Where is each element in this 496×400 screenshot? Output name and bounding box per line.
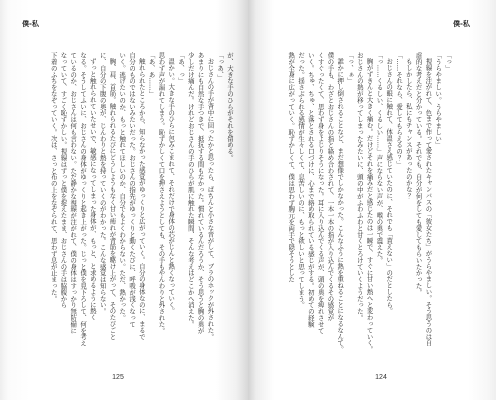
text-column: 「っ」	[444, 52, 452, 72]
text-column: 「っあ、」	[216, 52, 225, 81]
text-column: 「あ、っ」	[177, 52, 186, 84]
text-column: 温かい。大きな手のひらに包みこまれて、それだけで身体の芯がじんと熱くなっていく。	[167, 58, 176, 315]
text-column: に、自分の下腹の奥が、じんわりと熱を持っていくのがわかった。こんな感覚は知らない。	[98, 52, 107, 315]
text-column: 「……それなら、愛してもらえるの？」	[395, 52, 404, 168]
text-column: だった。揺さぶられる感情が生々しくて、息苦しいのに、もっと欲しいと思ってしまう。	[297, 52, 306, 308]
text-column: 触れられたところから、知らなかった感覚がゆっくりと広がっていく。自分の身体なのに、まるで	[137, 58, 146, 340]
running-header: 僕-私	[22, 19, 39, 28]
text-column: 「っ、ぁ」	[346, 52, 355, 84]
text-column: おじさんの熱が移ってしまったみたいに、頭の中がふわふわと甘くとろけていくようだった。	[355, 52, 364, 321]
text-column: 思わず声が漏れてしまう。恥ずかしくて口を押さえようとしても、その手もやんわりと外された。	[157, 52, 166, 334]
text-column: 胸がずきんと大きく痛む。だけどそれを痛みだと感じたのは一瞬で、すぐに甘い熱へと変わっていく。	[365, 58, 374, 353]
text-column: ずっと触れられていたせいで、敏感になってしまった身体が、もっと、と求めるように熱く	[88, 58, 97, 321]
text-column: 視線を注がれて、色まで作って愛されたキャンバスの「彼女たち」がうらやましい。そう思うのは自	[424, 58, 433, 347]
text-column: 「うらやましい。うらやましい」	[434, 52, 443, 148]
text-column: なっていて、すごく恥ずかしい。視線はずっと僕を捉えたまま、おじさんの手は脇腹から	[59, 52, 68, 308]
text-column: 僕の手も、わざとおじさんの指と絡め合わされて、一本一本の指が入り込んでくるその感覚が	[326, 52, 335, 321]
text-column: 下着のふちをなぞっていく。次は、さっと布の上をなぞられて、思わず息が止まった。	[49, 52, 58, 302]
text-column: くすぐったくて、思わず身をよじりそうになった。耳に入り込んでくる声が、頭の奥を痺れさせて	[316, 52, 325, 334]
text-column: が、大きな手のひらがそれを留める。	[226, 52, 234, 161]
body-text	[47, 52, 234, 366]
text-column: 自分のものではないみたいだった。おじさんの指先がゆっくりと動くたびに、呼吸が浅くなって	[128, 52, 137, 328]
page-number: 125	[112, 374, 124, 381]
text-column: 「っ……くるしい、くるしい……」声にならない声が、喉の奥で震えた。	[375, 52, 384, 264]
text-column: 誰かに押し倒されることなど、まだ想像でしかなかった。こんなふうに熱を重ねることになるなんて。	[336, 58, 345, 353]
running-header: 僕-私	[453, 19, 470, 28]
text-column: 熱が全身に広がっていく。恥ずかしくて、僕は思わず胸元を両手で隠そうとした	[287, 52, 296, 283]
text-column: おじさんの手が背中に回ったかと思ったら、ぱちんと小さな音がして、ブラのホックが外された。	[206, 58, 215, 340]
page-number: 124	[375, 374, 387, 381]
text-column: 虐的な考えだと分かっている。それでも、自分が何をしても愛してもらいたかった。	[414, 52, 423, 296]
body-text	[284, 52, 452, 366]
text-column: おじさんの眼に触れて、体温さえ感じていたのに、それでも「貰えない」のだとしたら。	[385, 58, 394, 315]
text-column: もしかしたら、私にもチャンスがあったのかな？	[404, 58, 413, 200]
page-right	[248, 0, 496, 400]
text-column: なる。そうしてふいに、おじさんの身体がゆっくりと起き上がった。じっと僕を見下ろして、何を考え	[79, 52, 88, 347]
text-column: いく。ちゅ、ちゅ、と落とされる口づけに、心まで絡め取られている感じがする。初めての経験	[306, 52, 315, 328]
text-column: あまりにも自然な手つきで、抵抗する間もなかった。慣れているんだろうか、そう思うと胸の奥が	[196, 52, 205, 334]
text-column: いく。逃げたいのか、もっと触れてほしいのか、自分でもよくわからない。ただ、熱かった。	[118, 52, 127, 321]
text-column: 胸、肩、首筋。触れられるたびにどうしようもなく甘い痺れが背筋を駆け上がって、そのたびごと	[108, 58, 117, 340]
text-column: ているのか、おじさんは何も言わない。ただ静かな視線が注がれて、僕の身体はすっかり無防備に	[69, 52, 78, 334]
text-column: 少しだけ痛んだ。けれどおじさんの手のひらが肌に触れた瞬間、そんな考えはどこかへ消えた。	[186, 52, 195, 328]
text-column: 「あ、あ……」	[147, 52, 156, 97]
